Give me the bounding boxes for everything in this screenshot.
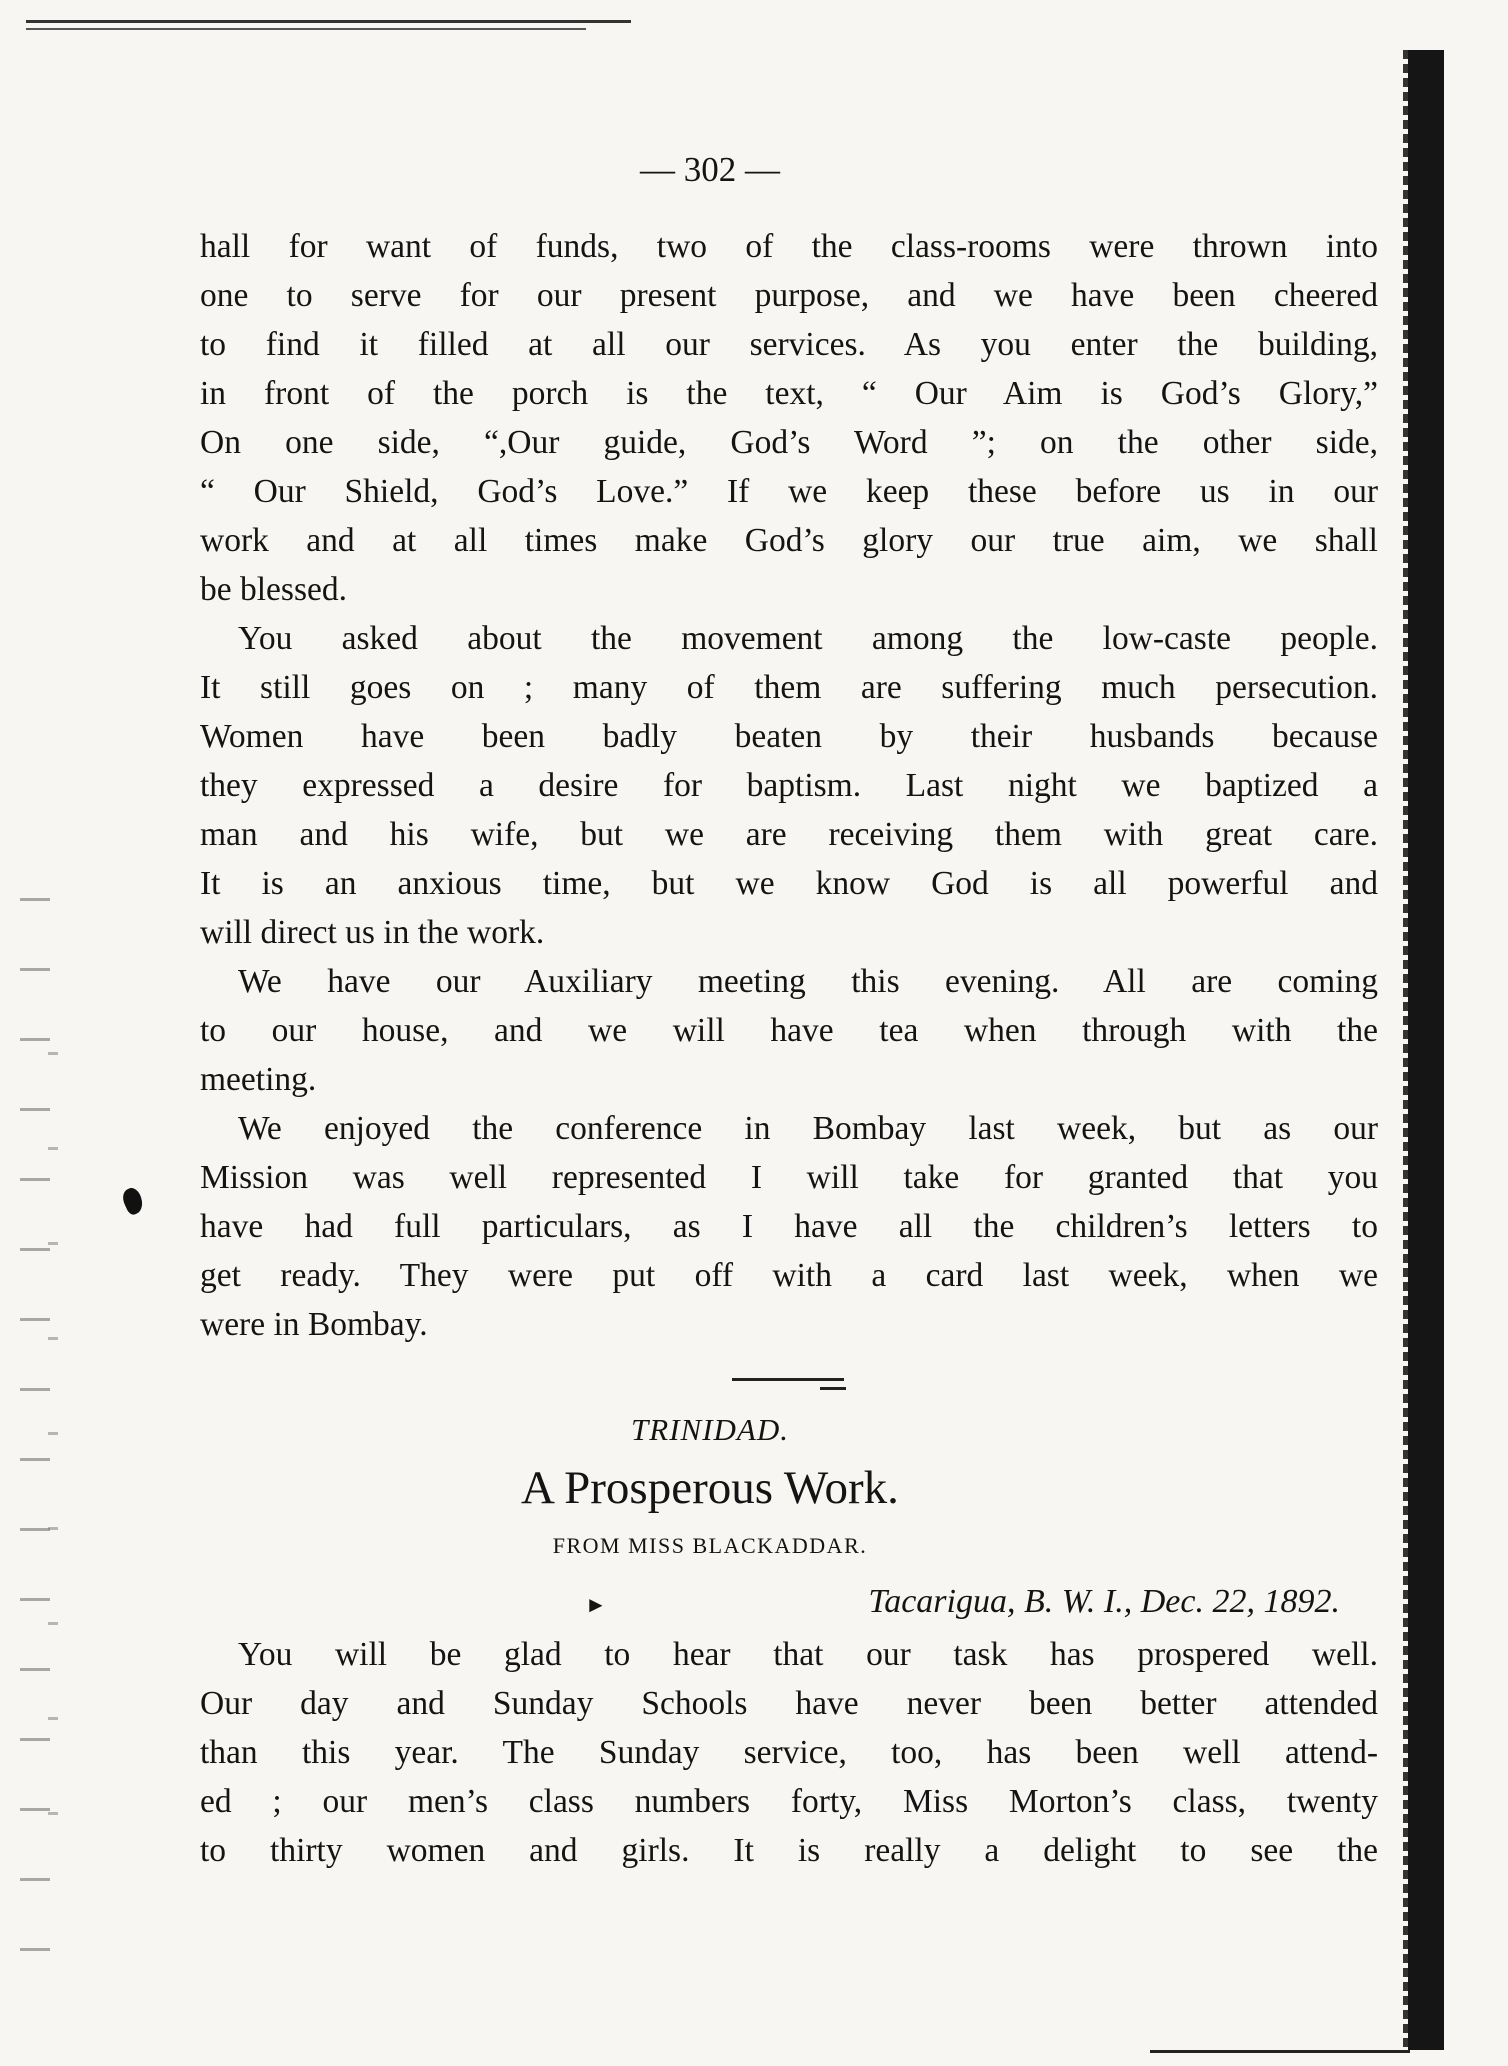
text-line: On one side, “,Our guide, God’s Word ”; on the other side, xyxy=(200,424,1378,461)
text-line: to our house, and we will have tea when through with the xyxy=(200,1012,1378,1049)
section-divider-tick xyxy=(820,1387,846,1390)
text-line: You asked about the movement among the low-caste people. xyxy=(238,620,1378,657)
paragraph-1 xyxy=(200,222,1378,614)
section-title: A Prosperous Work. xyxy=(521,1462,899,1514)
bottom-rule xyxy=(1150,2050,1410,2053)
ink-blot xyxy=(119,1185,146,1216)
text-line: It still goes on ; many of them are suffering much persecution. xyxy=(200,669,1378,706)
text-line: will direct us in the work. xyxy=(200,914,545,951)
paragraph-3 xyxy=(200,957,1378,1104)
text-line: man and his wife, but we are receiving them with great care. xyxy=(200,816,1378,853)
text-line: “ Our Shield, God’s Love.” If we keep these before us in our xyxy=(200,473,1378,510)
text-line: ed ; our men’s class numbers forty, Miss Morton’s class, twenty xyxy=(200,1783,1378,1820)
text-line: one to serve for our present purpose, and we have been cheered xyxy=(200,277,1378,314)
dateline: Tacarigua, B. W. I., Dec. 22, 1892. xyxy=(868,1583,1340,1620)
text-line: You will be glad to hear that our task has prospered well. xyxy=(238,1636,1378,1673)
text-line: they expressed a desire for baptism. Last night we baptized a xyxy=(200,767,1378,804)
text-line: to find it filled at all our services. As you enter the building, xyxy=(200,326,1378,363)
body-text xyxy=(200,222,1378,1349)
text-line: Women have been badly beaten by their husbands because xyxy=(200,718,1378,755)
scan-binding-edge xyxy=(1408,50,1444,2050)
top-rule-secondary xyxy=(26,28,586,30)
text-line: have had full particulars, as I have all the children’s letters to xyxy=(200,1208,1378,1245)
section-divider xyxy=(732,1378,844,1381)
byline: FROM MISS BLACKADDAR. xyxy=(552,1533,868,1558)
text-line: We enjoyed the conference in Bombay last week, but as our xyxy=(238,1110,1378,1147)
text-line: It is an anxious time, but we know God is all powerful and xyxy=(200,865,1378,902)
paragraph-2 xyxy=(200,614,1378,957)
text-line: were in Bombay. xyxy=(200,1306,428,1343)
text-line: hall for want of funds, two of the class-rooms were thrown into xyxy=(200,228,1378,265)
text-line: to thirty women and girls. It is really a delight to see the xyxy=(200,1832,1378,1869)
letter-body xyxy=(200,1630,1378,1875)
text-line: meeting. xyxy=(200,1061,317,1098)
text-line: Mission was well represented I will take for granted that you xyxy=(200,1159,1378,1196)
page-number: — 302 — xyxy=(640,150,780,189)
text-line: be blessed. xyxy=(200,571,347,608)
text-line: Our day and Sunday Schools have never been better attended xyxy=(200,1685,1378,1722)
text-line: get ready. They were put off with a card last week, when we xyxy=(200,1257,1378,1294)
section-label: TRINIDAD. xyxy=(631,1412,789,1447)
paragraph-4 xyxy=(200,1104,1378,1349)
top-rule xyxy=(26,20,631,23)
scan-specks-secondary xyxy=(48,1000,58,1900)
text-line: than this year. The Sunday service, too, has been well attend- xyxy=(200,1734,1378,1771)
text-line: We have our Auxiliary meeting this evening. All are coming xyxy=(238,963,1378,1000)
text-line: work and at all times make God’s glory our true aim, we shall xyxy=(200,522,1378,559)
text-line: in front of the porch is the text, “ Our Aim is God’s Glory,” xyxy=(200,375,1378,412)
dateline-mark: ► xyxy=(585,1592,607,1617)
